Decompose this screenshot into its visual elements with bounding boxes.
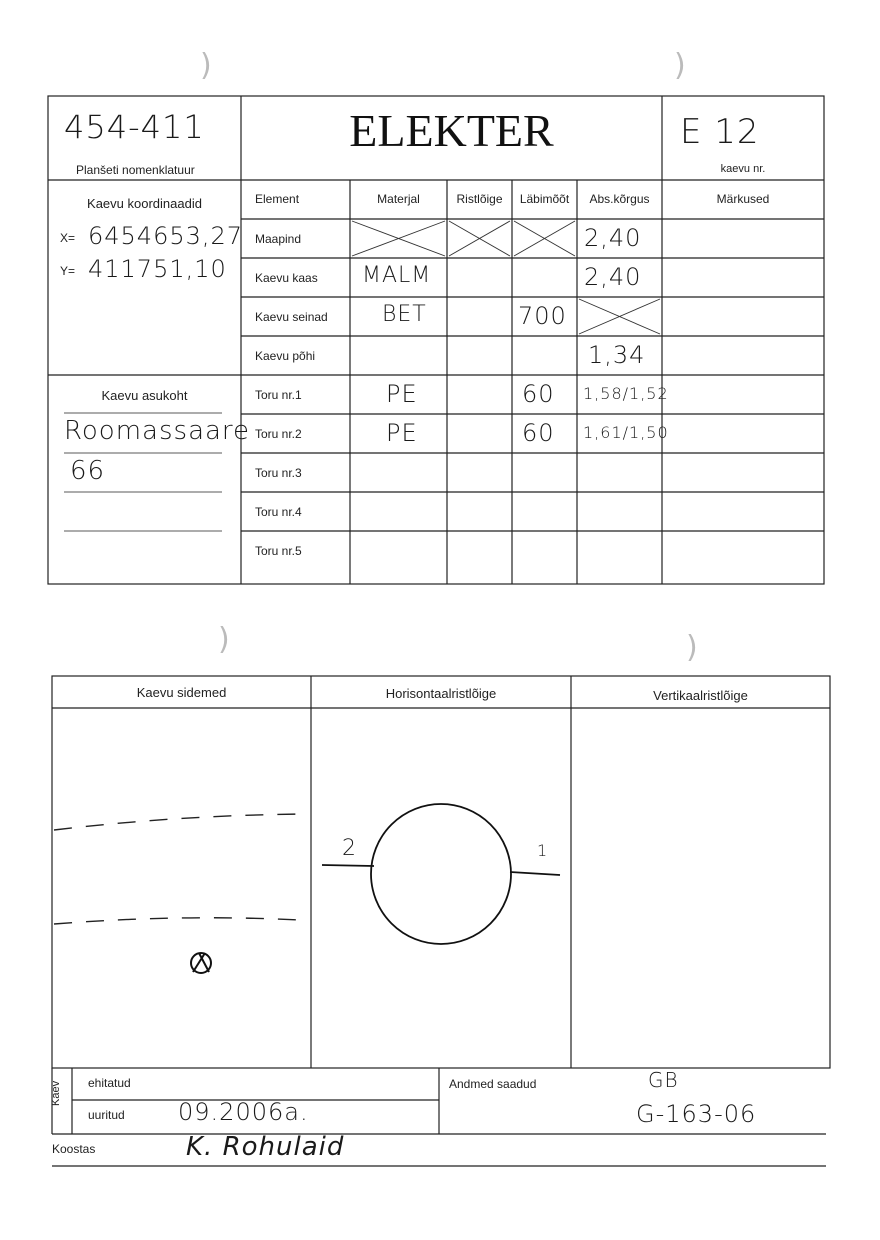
abs-height-pipe-2: 1,61/1,50 [583, 423, 669, 442]
well-number-label: kaevu nr. [720, 163, 766, 175]
data-received-value-2: G-163-06 [636, 1100, 757, 1128]
location-line-1: Roomassaare [64, 416, 251, 446]
location-line-2: 66 [70, 456, 106, 486]
abs-height-bottom: 1,34 [588, 341, 646, 369]
sheet-nomenclature-label: Planšeti nomenklatuur [76, 163, 195, 177]
header-remarks: Märkused [716, 192, 770, 206]
punch-hole-mark: ) [674, 48, 686, 83]
x-coordinate-value: 6454653,27 [88, 222, 244, 250]
coordinates-label: Kaevu koordinaadid [87, 196, 202, 211]
row-label: Kaevu seinad [255, 310, 328, 324]
header-element: Element [255, 192, 300, 206]
pipe-1-label: 1 [537, 841, 549, 860]
row-label: Toru nr.2 [255, 427, 302, 441]
horizontal-section-header: Horisontaalristlõige [385, 686, 497, 701]
compiled-value: K. Rohulaid [186, 1132, 345, 1162]
abs-height-ground: 2,40 [584, 224, 642, 252]
punch-hole-mark: ) [218, 622, 230, 657]
row-label: Kaevu kaas [255, 271, 318, 285]
vertical-section-header: Vertikaalristlõige [653, 688, 748, 703]
header-diameter: Läbimõõt [519, 192, 570, 206]
material-pipe-2: PE [386, 419, 418, 447]
punch-hole-mark: ) [686, 630, 698, 665]
data-received-label: Andmed saadud [449, 1077, 537, 1091]
connections-header: Kaevu sidemed [136, 685, 227, 700]
y-coordinate-label: Y= [60, 264, 76, 278]
row-label: Toru nr.3 [255, 466, 302, 480]
well-number-value: E 12 [680, 112, 760, 152]
row-label: Kaevu põhi [255, 349, 316, 363]
x-coordinate-label: X= [60, 231, 76, 245]
kaev-vertical-label: Kaev [50, 1080, 62, 1106]
diameter-walls: 700 [518, 302, 567, 330]
diameter-pipe-1: 60 [522, 380, 555, 408]
compiled-label: Koostas [52, 1142, 96, 1156]
card-title: ELEKTER [349, 105, 554, 156]
data-received-value-1: GB [648, 1068, 679, 1092]
header-material: Materjal [377, 192, 420, 206]
abs-height-cover: 2,40 [584, 263, 642, 291]
material-pipe-1: PE [386, 380, 418, 408]
row-label: Toru nr.1 [255, 388, 302, 402]
header-cross-section: Ristlõige [456, 192, 503, 206]
diameter-pipe-2: 60 [522, 419, 555, 447]
surveyed-label: uuritud [88, 1108, 125, 1122]
row-label: Toru nr.5 [255, 544, 302, 558]
sheet-nomenclature-value: 454-411 [64, 108, 205, 146]
pipe-2-label: 2 [342, 836, 357, 861]
surveyed-value: 09.2006a. [178, 1098, 309, 1126]
location-label: Kaevu asukoht [101, 388, 188, 403]
y-coordinate-value: 411751,10 [88, 255, 227, 283]
abs-height-pipe-1: 1,58/1,52 [583, 384, 669, 403]
material-walls: BET [382, 302, 427, 327]
header-abs-height: Abs.kõrgus [589, 192, 650, 206]
built-label: ehitatud [88, 1076, 131, 1090]
material-cover: MALM [362, 263, 432, 288]
row-label: Toru nr.4 [255, 505, 302, 519]
row-label: Maapind [255, 232, 302, 246]
punch-hole-mark: ) [200, 48, 212, 83]
